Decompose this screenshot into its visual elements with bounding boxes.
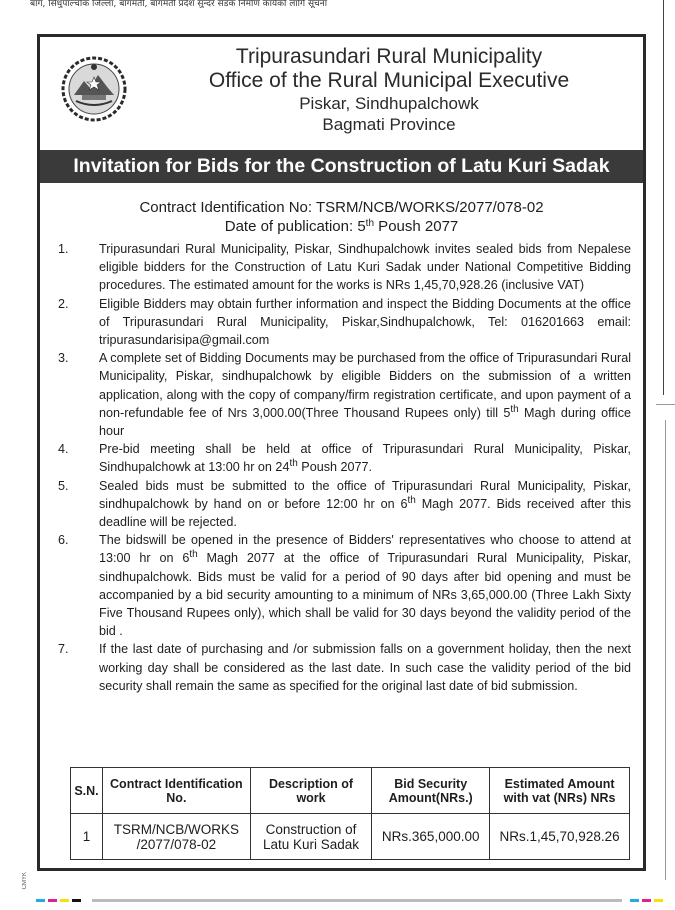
clause-text: Magh 2077 at the office of Tripurasundari Rural Municipality, Piskar, sindhupalchowk. Bids must be valid for a period of 90 days after bid opening and must be accompanied by a bid security amounting to a minimum of NRs 3,65,000.00 (Three Lakh Sixty Five Thousand Rupees only), which shall be valid for 30 days beyond the validity period of the bid . [99,551,631,639]
notice-header [40,37,643,147]
office-name: Office of the Rural Municipal Executive [208,69,570,92]
clause-number: 5. [58,478,69,493]
clause-text: Pre-bid meeting shall be held at office of Tripurasundari Rural Municipality, Piskar, Sindhupalchowk at 13:00 hr on 24 [99,442,631,475]
table-header-cell: Bid Security Amount(NRs.) [372,768,490,814]
top-strip-cut-text: बाग, सिंधुपाल्चोक जिल्ला, बागमती, बागमती प्रदेश सुन्दर सडक निर्माण कार्यको लागि सूचना [30,0,328,8]
table-header-row [71,768,630,814]
table-header-cell: S.N. [71,768,103,814]
clause-text: Sealed bids must be submitted to the office of Tripurasundari Rural Municipality, Piskar, sindhupalchowk by hand on or before 12:00 hr on 6 [99,478,631,511]
clause-text: A complete set of Bidding Documents may be purchased from the office of Tripurasundari Rural Municipality, Piskar, sindhupalchowk by eligible Bidders on the submission of a written application, along with the copy of company/firm registration certificate, and upon payment of a non-refundable fee of Nrs 3,000.00(Three Thousand Rupees only) till 5 [99,351,631,420]
table-cell-contract-id: TSRM/NCB/WORKS /2077/078-02 [102,814,250,860]
clause-number: 2. [58,296,69,311]
clause-item [58,477,631,532]
clause-text: Magh 2077. Bids received after this deadline will be rejected. [99,496,631,530]
clause-number: 6. [58,533,69,548]
location-line: Piskar, Sindhupalchowk [299,94,479,113]
table-header-cell: Contract Identification No. [102,768,250,814]
clause-item [58,531,631,640]
registration-bar-magenta [48,899,57,902]
registration-bar-yellow-right [654,899,663,902]
publication-date-prefix: Date of publication: 5 [224,218,366,235]
contract-identification-line: Contract Identification No: TSRM/NCB/WORKS/2077/078-02 [139,199,544,216]
table-row [71,814,630,860]
clause-text: If the last date of purchasing and /or submission falls on a government holiday, then the next working day shall be considered as the last date. In such case the validity period of the bid security shall remain the same as specified for the original last date of bid submission. [99,642,631,693]
clause-item [58,349,631,440]
publication-date-line [40,218,643,236]
clause-number: 7. [58,642,69,657]
clause-item [58,440,631,476]
table-cell-description: Construction of Latu Kuri Sadak [250,814,372,860]
clause-item [58,640,631,695]
table-header-cell: Description of work [250,768,372,814]
bid-summary-table [70,767,630,860]
publication-date-sup: th [365,218,375,229]
clause-text: Magh during office hour [99,405,631,439]
registration-bar-cyan [36,899,45,902]
clause-item [58,295,631,350]
government-emblem-icon [60,55,128,123]
clause-item [58,240,631,295]
table-cell-bid-security: NRs.365,000.00 [372,814,490,860]
clause-text: Tripurasundari Rural Municipality, Piskar, Sindhupalchowk invites sealed bids from Nepalese eligible bidders for the Construction of Latu Kuri Sadak under National Competitive Bidding procedures. The estimated amount for the works is NRs 1,45,70,928.26 (inclusive VAT) [99,242,631,293]
clause-number: 4. [58,442,69,457]
clause-superscript: th [289,458,298,470]
registration-bar-yellow [60,899,69,902]
table-header-cell: Estimated Amount with vat (NRs) NRs [490,768,630,814]
cmyk-print-label: CMYK [22,872,28,890]
registration-bar-magenta-right [642,899,651,902]
registration-bar-black [72,899,81,902]
page-divider-rule [663,0,664,395]
table-cell-sn: 1 [71,814,103,860]
clause-superscript: th [189,549,198,561]
clause-number: 1. [58,242,69,256]
clause-superscript: th [407,494,416,506]
page-divider-rule-lower [665,420,666,880]
bid-notice [37,34,646,871]
province-line: Bagmati Province [322,115,456,134]
municipality-name: Tripurasundari Rural Municipality [235,45,543,68]
page-divider-tick [656,404,675,405]
notice-clause-list [58,240,631,695]
clause-superscript: th [510,403,519,415]
registration-bar-grey [92,899,622,902]
notice-title-banner: Invitation for Bids for the Construction of Latu Kuri Sadak [40,150,643,183]
clause-number: 3. [58,351,69,366]
organization-title-block [135,45,643,135]
clause-text: Poush 2077. [297,460,373,475]
publication-date-suffix: Poush 2077 [374,218,459,235]
table-cell-estimated-amount: NRs.1,45,70,928.26 [490,814,630,860]
registration-bar-cyan-right [630,899,639,902]
clause-text: Eligible Bidders may obtain further information and inspect the Bidding Documents at the office of Tripurasundari Rural Municipality, Piskar,Sindhupalchowk, Tel: 016201663 email: tripurasundarisipa@gmail.com [99,296,631,348]
clause-text: The bidswill be opened in the presence of Bidders' representatives who choose to attend at 13:00 hr on 6 [99,533,631,566]
